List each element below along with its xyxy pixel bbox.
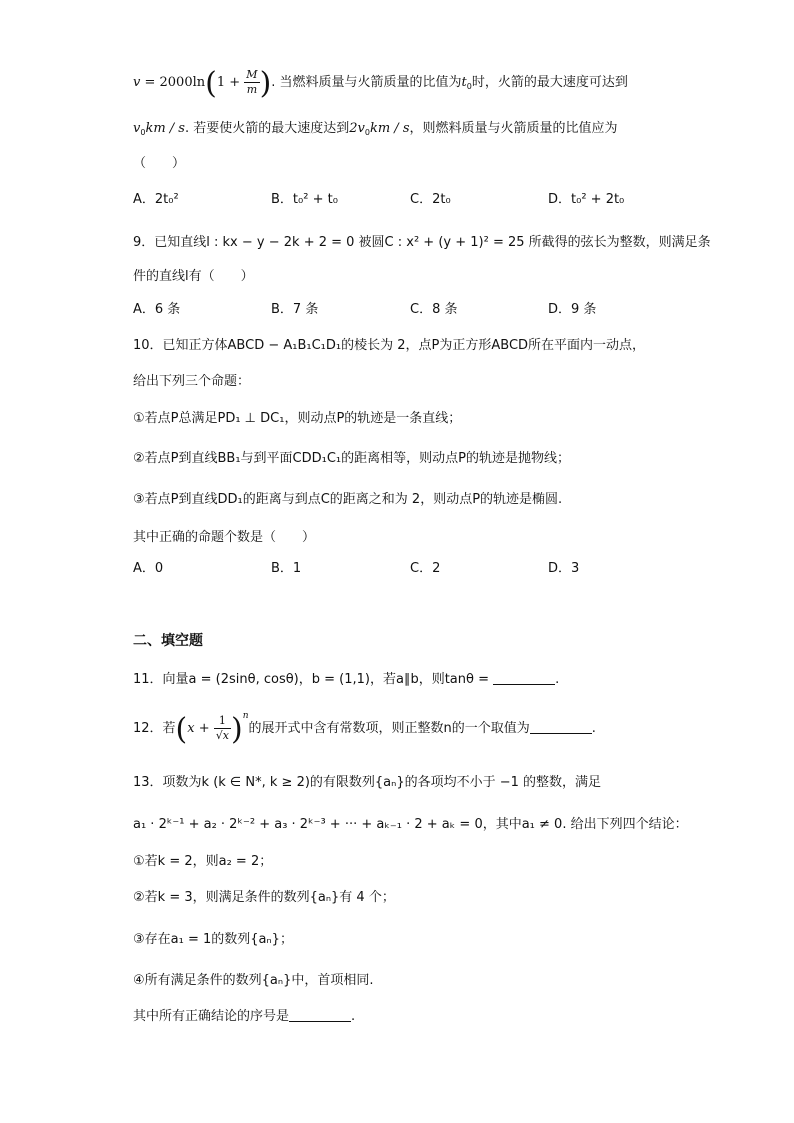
q8-option-b: B．t₀² + t₀ xyxy=(271,192,338,207)
q13-line1: 13．项数为k (k ∈ N*, k ≥ 2)的有限数列{aₙ}的各项均不小于 −1 的整数，满足 xyxy=(133,775,602,790)
q13-item2: ②若k = 3，则满足条件的数列{aₙ}有 4 个； xyxy=(133,890,395,905)
q8-line2: $v_0km$ / s. 若要使火箭的最大速度达到$2v_0km$ / s，则燃料质量与火箭质量的比值应为 xyxy=(133,121,618,137)
q8-option-c: C．2t₀ xyxy=(410,192,451,207)
q10-option-a: A．0 xyxy=(133,561,164,576)
q9-option-b: B．7 条 xyxy=(271,302,319,317)
q10-item3: ③若点P到直线DD₁的距离与到点C的距离之和为 2，则动点P的轨迹是椭圆. xyxy=(133,492,563,507)
q11-answer-blank[interactable] xyxy=(493,672,555,685)
q10-line1: 10．已知正方体ABCD − A₁B₁C₁D₁的棱长为 2，点P为正方形ABCD所在平面内一动点， xyxy=(133,338,646,353)
q13-line2: a₁ · 2ᵏ⁻¹ + a₂ · 2ᵏ⁻² + a₃ · 2ᵏ⁻³ + ··· + aₖ₋₁ · 2 + aₖ = 0，其中a₁ ≠ 0. 给出下列四个结论： xyxy=(133,817,688,832)
q9-line2: 件的直线l有（ ） xyxy=(133,269,254,284)
q10-option-c: C．2 xyxy=(410,561,441,576)
q11-line: 11．向量a = (2sinθ, cosθ)，b = (1,1)，若a∥b，则tanθ = . xyxy=(133,672,560,687)
q12-line: 12．若(x + $\frac{1}{√x}$ )$^n$的展开式中含有常数项，则正整数n的一个取值为 . xyxy=(133,711,596,747)
q8-option-d: D．t₀² + 2t₀ xyxy=(548,192,625,207)
q13-answer-blank[interactable] xyxy=(289,1009,351,1022)
q12-fraction: $\frac{1}{√x}$ xyxy=(215,714,229,742)
q10-option-d: D．3 xyxy=(548,561,580,576)
q11-text: 11．向量a = (2sinθ, cosθ)，b = (1,1)，若a∥b，则tanθ = xyxy=(133,672,489,687)
q9-option-a: A．6 条 xyxy=(133,302,181,317)
q8-text-b: 时，火箭的最大速度可达到 xyxy=(471,75,628,90)
q10-item2: ②若点P到直线BB₁与到平面CDD₁C₁的距离相等，则动点P的轨迹是抛物线； xyxy=(133,451,570,466)
q10-option-b: B．1 xyxy=(271,561,302,576)
q13-question-line: 其中所有正确结论的序号是 . xyxy=(133,1009,356,1024)
q8-paren: （ ） xyxy=(133,156,186,171)
q8-option-a: A．2t₀² xyxy=(133,192,179,207)
q8-fraction: $\frac{M}{m}$ xyxy=(246,68,258,96)
q13-item4: ④所有满足条件的数列{aₙ}中，首项相同. xyxy=(133,973,374,988)
section-title: 二、填空题 xyxy=(133,633,203,649)
q10-question: 其中正确的命题个数是（ ） xyxy=(133,530,316,545)
q9-option-d: D．9 条 xyxy=(548,302,597,317)
q10-item1: ①若点P总满足PD₁ ⊥ DC₁，则动点P的轨迹是一条直线； xyxy=(133,411,462,426)
q9-option-c: C．8 条 xyxy=(410,302,458,317)
q10-line2: 给出下列三个命题： xyxy=(133,374,251,389)
q12-answer-blank[interactable] xyxy=(530,721,592,734)
q8-text-a: . 当燃料质量与火箭质量的比值为 xyxy=(271,75,462,90)
q8-formula-v: v xyxy=(133,75,141,90)
q13-item1: ①若k = 2，则a₂ = 2； xyxy=(133,854,273,869)
q13-item3: ③存在a₁ = 1的数列{aₙ}； xyxy=(133,932,293,947)
q8-line1: v = 2000ln(1 + $\frac{M}{m}$ ). 当燃料质量与火箭质量的比值为$t_0$时，火箭的最大速度可达到 xyxy=(133,66,628,101)
q13-question: 其中所有正确结论的序号是 xyxy=(133,1009,290,1024)
q9-line1: 9．已知直线l : kx − y − 2k + 2 = 0 被圆C : x² + (y + 1)² = 25 所截得的弦长为整数，则满足条 xyxy=(133,235,711,250)
